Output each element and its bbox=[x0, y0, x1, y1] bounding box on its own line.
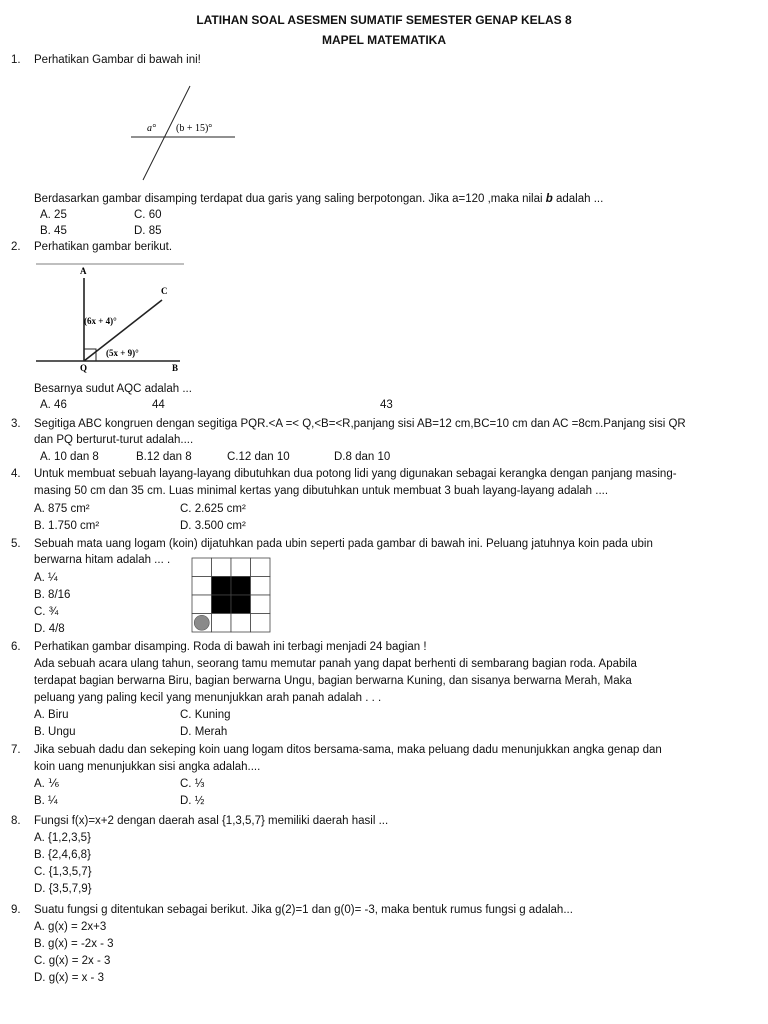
q2-label-q: Q bbox=[80, 363, 88, 373]
q5-tile-grid-figure bbox=[191, 557, 273, 635]
coin-icon bbox=[194, 615, 209, 630]
q9-option-b[interactable]: B. g(x) = -2x - 3 bbox=[34, 938, 114, 950]
worksheet-title: LATIHAN SOAL ASESMEN SUMATIF SEMESTER GENAP KELAS 8 bbox=[196, 13, 572, 27]
q9-number: 9. bbox=[11, 904, 21, 916]
white-tile bbox=[192, 595, 212, 614]
q2-angle-expr-lower: (5x + 9)° bbox=[106, 348, 139, 358]
q1-option-d[interactable]: D. 85 bbox=[134, 225, 162, 237]
worksheet-subtitle: MAPEL MATEMATIKA bbox=[322, 33, 446, 47]
q5-option-b[interactable]: B. 8/16 bbox=[34, 589, 71, 601]
black-tile bbox=[212, 595, 232, 614]
q2-option-c[interactable]: 43 bbox=[380, 399, 393, 411]
q8-option-a[interactable]: A. {1,2,3,5} bbox=[34, 832, 91, 844]
white-tile bbox=[231, 558, 251, 577]
q6-option-b[interactable]: B. Ungu bbox=[34, 726, 76, 738]
q7-option-c[interactable]: C. ⅓ bbox=[180, 778, 205, 790]
q4-option-a[interactable]: A. 875 cm² bbox=[34, 503, 90, 515]
q6-line3: terdapat bagian berwarna Biru, bagian berwarna Ungu, bagian berwarna Kuning, dan sisanya berwarna Merah, Maka bbox=[34, 675, 632, 687]
white-tile bbox=[192, 558, 212, 577]
q4-number: 4. bbox=[11, 468, 21, 480]
q9-option-a[interactable]: A. g(x) = 2x+3 bbox=[34, 921, 107, 933]
q5-option-d[interactable]: D. 4/8 bbox=[34, 623, 65, 635]
q6-line4: peluang yang paling kecil yang menunjukkan arah panah adalah . . . bbox=[34, 692, 382, 704]
q3-line2: dan PQ berturut-turut adalah.... bbox=[34, 434, 194, 446]
white-tile bbox=[251, 558, 271, 577]
q4-option-b[interactable]: B. 1.750 cm² bbox=[34, 520, 100, 532]
q5-option-a[interactable]: A. ¼ bbox=[34, 572, 58, 584]
q7-option-d[interactable]: D. ½ bbox=[180, 795, 205, 807]
q7-line2: koin uang menunjukkan sisi angka adalah.... bbox=[34, 761, 261, 773]
q9-option-d[interactable]: D. g(x) = x - 3 bbox=[34, 972, 104, 984]
q3-option-a[interactable]: A. 10 dan 8 bbox=[40, 451, 99, 463]
white-tile bbox=[192, 577, 212, 596]
q8-option-b[interactable]: B. {2,4,6,8} bbox=[34, 849, 91, 861]
q5-number: 5. bbox=[11, 538, 21, 550]
q1-option-b[interactable]: B. 45 bbox=[40, 225, 67, 237]
q3-option-c[interactable]: C.12 dan 10 bbox=[227, 451, 290, 463]
black-tile bbox=[212, 577, 232, 596]
white-tile bbox=[231, 614, 251, 633]
white-tile bbox=[212, 558, 232, 577]
q8-option-d[interactable]: D. {3,5,7,9} bbox=[34, 883, 92, 895]
q1-option-a[interactable]: A. 25 bbox=[40, 209, 67, 221]
q7-line1: Jika sebuah dadu dan sekeping koin uang logam ditos bersama-sama, maka peluang dadu menunjukkan angka genap dan bbox=[34, 744, 662, 756]
q5-option-c[interactable]: C. ¾ bbox=[34, 606, 59, 618]
q3-option-d[interactable]: D.8 dan 10 bbox=[334, 451, 391, 463]
q3-number: 3. bbox=[11, 418, 21, 430]
q7-number: 7. bbox=[11, 744, 21, 756]
white-tile bbox=[251, 595, 271, 614]
q2-label-c: C bbox=[161, 286, 168, 296]
q4-line1: Untuk membuat sebuah layang-layang dibutuhkan dua potong lidi yang digunakan sebagai kerangka dengan panjang masing- bbox=[34, 468, 677, 480]
q6-line1: Perhatikan gambar disamping. Roda di bawah ini terbagi menjadi 24 bagian ! bbox=[34, 641, 427, 653]
q7-option-b[interactable]: B. ¼ bbox=[34, 795, 58, 807]
q2-text: Perhatikan gambar berikut. bbox=[34, 241, 173, 253]
q2-number: 2. bbox=[11, 241, 21, 253]
q7-option-a[interactable]: A. ⅙ bbox=[34, 778, 60, 790]
q3-line1: Segitiga ABC kongruen dengan segitiga PQR.<A =< Q,<B=<R,panjang sisi AB=12 cm,BC=10 cm dan AC =8cm.Panjang sisi QR bbox=[34, 418, 686, 430]
q1-option-c[interactable]: C. 60 bbox=[134, 209, 162, 221]
q6-number: 6. bbox=[11, 641, 21, 653]
q1-angle-a-label: a° bbox=[147, 123, 156, 134]
q1-number: 1. bbox=[11, 54, 21, 66]
q6-line2: Ada sebuah acara ulang tahun, seorang tamu memutar panah yang dapat berhenti di sembarang bagian roda. Apabila bbox=[34, 658, 637, 670]
white-tile bbox=[251, 614, 271, 633]
q9-option-c[interactable]: C. g(x) = 2x - 3 bbox=[34, 955, 111, 967]
q5-line2: berwarna hitam adalah ... . bbox=[34, 554, 171, 566]
q2-body: Besarnya sudut AQC adalah ... bbox=[34, 383, 192, 395]
q6-option-d[interactable]: D. Merah bbox=[180, 726, 228, 738]
q5-line1: Sebuah mata uang logam (koin) dijatuhkan pada ubin seperti pada gambar di bawah ini. Peluang jatuhnya koin pada ubin bbox=[34, 538, 653, 550]
q8-text: Fungsi f(x)=x+2 dengan daerah asal {1,3,5,7} memiliki daerah hasil ... bbox=[34, 815, 389, 827]
white-tile bbox=[212, 614, 232, 633]
q1-angle-b-label: (b + 15)° bbox=[176, 123, 213, 134]
q6-option-c[interactable]: C. Kuning bbox=[180, 709, 231, 721]
black-tile bbox=[231, 577, 251, 596]
q2-option-b[interactable]: 44 bbox=[152, 399, 165, 411]
q1-intersecting-lines-figure bbox=[125, 82, 245, 182]
q9-text: Suatu fungsi g ditentukan sebagai berikut. Jika g(2)=1 dan g(0)= -3, maka bentuk rumus fungsi g adalah... bbox=[34, 904, 573, 916]
black-tile bbox=[231, 595, 251, 614]
q6-option-a[interactable]: A. Biru bbox=[34, 709, 69, 721]
q1-body: Berdasarkan gambar disamping terdapat dua garis yang saling berpotongan. Jika a=120 ,maka nilai b adalah ... bbox=[34, 193, 604, 205]
q1-text: Perhatikan Gambar di bawah ini! bbox=[34, 54, 201, 66]
q3-option-b[interactable]: B.12 dan 8 bbox=[136, 451, 192, 463]
q2-label-b: B bbox=[172, 363, 179, 373]
q4-option-c[interactable]: C. 2.625 cm² bbox=[180, 503, 246, 515]
q8-option-c[interactable]: C. {1,3,5,7} bbox=[34, 866, 92, 878]
q8-number: 8. bbox=[11, 815, 21, 827]
q2-angle-figure bbox=[34, 258, 194, 378]
white-tile bbox=[251, 577, 271, 596]
q2-option-a[interactable]: A. 46 bbox=[40, 399, 67, 411]
q2-angle-expr-upper: (6x + 4)° bbox=[84, 316, 117, 326]
q4-line2: masing 50 cm dan 35 cm. Luas minimal kertas yang dibutuhkan untuk membuat 3 buah layang-layang adalah .... bbox=[34, 485, 609, 497]
q2-label-a: A bbox=[80, 266, 87, 276]
q4-option-d[interactable]: D. 3.500 cm² bbox=[180, 520, 246, 532]
